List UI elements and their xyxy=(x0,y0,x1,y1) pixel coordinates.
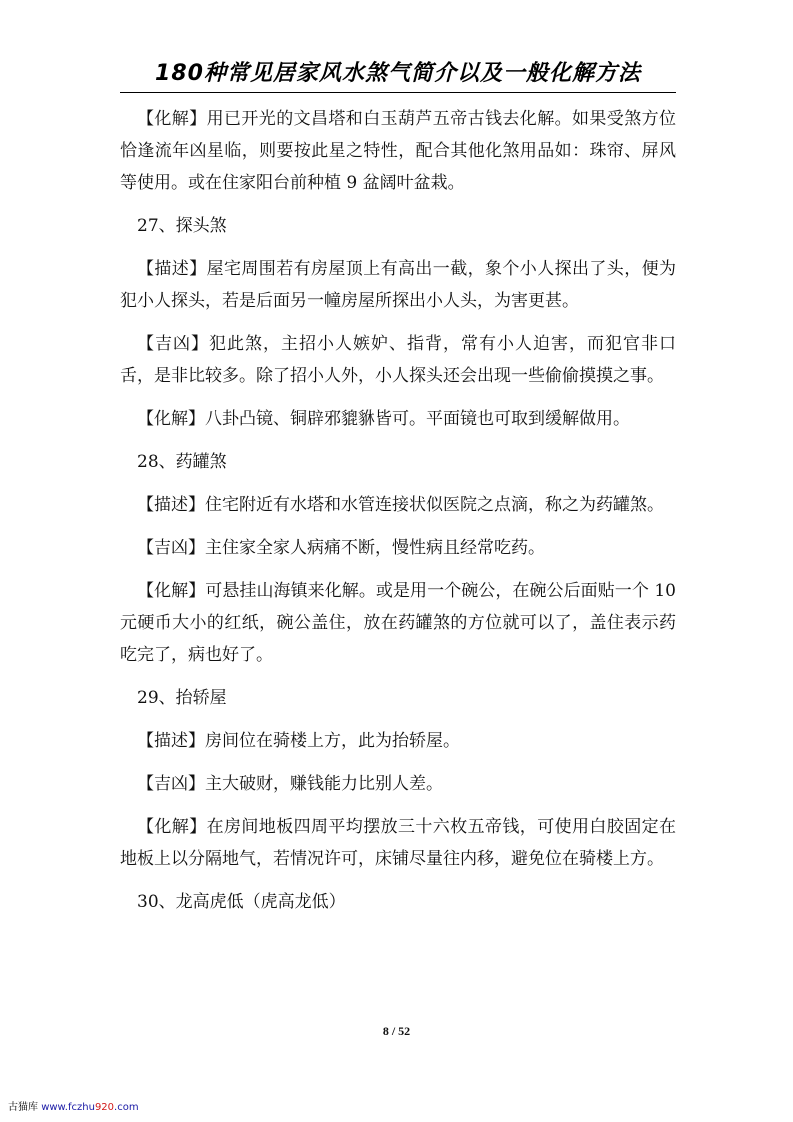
paragraph-description-27: 【描述】屋宅周围若有房屋顶上有高出一截，象个小人探出了头，便为犯小人探头，若是后面另一幢房屋所探出小人头，为害更甚。 xyxy=(120,259,676,311)
watermark-site-name: 古猫库 xyxy=(8,1102,38,1113)
paragraph-fortune-27: 【吉凶】犯此煞，主招小人嫉妒、指背，常有小人迫害，而犯官非口舌，是非比较多。除了招小人外，小人探头还会出现一些偷偷摸摸之事。 xyxy=(120,334,676,386)
paragraph-fortune-29: 【吉凶】主大破财，赚钱能力比别人差。 xyxy=(137,774,443,794)
watermark-url-suffix: .com xyxy=(114,1102,139,1113)
watermark-url-number: 920 xyxy=(94,1102,115,1113)
watermark xyxy=(8,1098,139,1113)
paragraph-remedy-29: 【化解】在房间地板四周平均摆放三十六枚五帝钱，可使用白胶固定在地板上以分隔地气，若情况许可，床铺尽量往内移，避免位在骑楼上方。 xyxy=(120,817,676,869)
document-body xyxy=(120,103,676,929)
paragraph-remedy-28: 【化解】可悬挂山海镇来化解。或是用一个碗公，在碗公后面贴一个 10 元硬币大小的红纸，碗公盖住，放在药罐煞的方位就可以了，盖住表示药吃完了，病也好了。 xyxy=(120,581,676,665)
section-heading-30: 30、龙高虎低（虎高龙低） xyxy=(137,892,346,912)
paragraph-remedy-26: 【化解】用已开光的文昌塔和白玉葫芦五帝古钱去化解。如果受煞方位恰逢流年凶星临，则要按此星之特性，配合其他化煞用品如：珠帘、屏风等使用。或在住家阳台前种植 9 盆阔叶盆栽。 xyxy=(120,109,676,193)
paragraph-description-29: 【描述】房间位在骑楼上方，此为抬轿屋。 xyxy=(137,731,460,751)
section-heading-28: 28、药罐煞 xyxy=(137,452,227,472)
header-divider xyxy=(120,92,676,93)
paragraph-fortune-28: 【吉凶】主住家全家人病痛不断，慢性病且经常吃药。 xyxy=(137,538,545,558)
section-heading-27: 27、探头煞 xyxy=(137,216,227,236)
page-number: 8 / 52 xyxy=(382,1024,411,1038)
paragraph-description-28: 【描述】住宅附近有水塔和水管连接状似医院之点滴，称之为药罐煞。 xyxy=(137,495,664,515)
section-heading-29: 29、抬轿屋 xyxy=(137,688,227,708)
paragraph-remedy-27: 【化解】八卦凸镜、铜辟邪貔貅皆可。平面镜也可取到缓解做用。 xyxy=(137,409,630,429)
page-header-title: 180种常见居家风水煞气简介以及一般化解方法 xyxy=(155,61,641,86)
watermark-url-prefix: www.fczhu xyxy=(41,1102,95,1113)
